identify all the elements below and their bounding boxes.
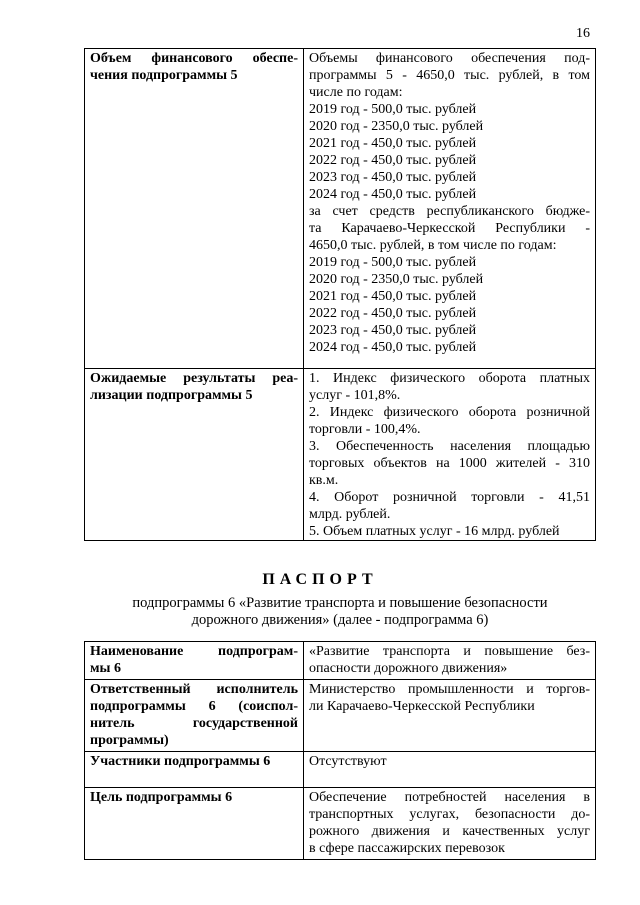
text-line: 3. Обеспеченность населения площадью: [309, 439, 590, 454]
table-row: [85, 788, 596, 860]
text-line: Отсутствуют: [309, 754, 387, 769]
text-line: услуг - 101,8%.: [309, 388, 401, 403]
row-value: [304, 49, 596, 369]
text-line: 2023 год - 450,0 тыс. рублей: [309, 170, 477, 185]
text-line: кв.м.: [309, 473, 339, 488]
table-row: [85, 49, 596, 369]
text-line: в сфере пассажирских перевозок: [309, 841, 505, 856]
text-line: нитель государственной: [90, 716, 298, 731]
text-line: 4650,0 тыс. рублей, в том числе по годам:: [309, 238, 557, 253]
text-line: 2021 год - 450,0 тыс. рублей: [309, 289, 477, 304]
text-line: 1. Индекс физического оборота платных: [309, 371, 590, 386]
text-line: торговых объектов на 1000 жителей - 310: [309, 456, 590, 471]
row-label: [85, 369, 304, 541]
row-value: [304, 680, 596, 752]
text-line: Ожидаемые результаты реа-: [90, 371, 298, 386]
passport-title: ПАСПОРТ: [262, 571, 378, 588]
text-line: числе по годам:: [309, 85, 403, 100]
text-line: 2019 год - 500,0 тыс. рублей: [309, 255, 477, 270]
text-line: 2023 год - 450,0 тыс. рублей: [309, 323, 477, 338]
passport-subtitle: [100, 595, 580, 629]
passport-table: [84, 641, 596, 860]
text-line: транспортных услугах, безопасности до-: [309, 807, 590, 822]
text-line: «Развитие транспорта и повышение без-: [309, 644, 590, 659]
text-line: Объемы финансового обеспечения под-: [309, 51, 590, 66]
table-row: [85, 369, 596, 541]
text-line: за счет средств республиканского бюдже-: [309, 204, 590, 219]
text-line: Объем финансового обеспе-: [90, 51, 298, 66]
text-line: 2022 год - 450,0 тыс. рублей: [309, 306, 477, 321]
row-value: [304, 752, 596, 788]
text-line: подпрограммы 6 (соиспол-: [90, 699, 298, 714]
subtitle-line: дорожного движения» (далее - подпрограмма 6): [191, 612, 489, 628]
page-number: 16: [576, 26, 590, 41]
row-label: [85, 642, 304, 680]
text-line: программы 5 - 4650,0 тыс. рублей, в том: [309, 68, 590, 83]
text-line: чения подпрограммы 5: [90, 68, 238, 83]
text-line: рожного движения и качественных услуг: [309, 824, 590, 839]
text-line: 2019 год - 500,0 тыс. рублей: [309, 102, 477, 117]
text-line: Ответственный исполнитель: [90, 682, 298, 697]
row-label: [85, 788, 304, 860]
text-line: Министерство промышленности и торгов-: [309, 682, 590, 697]
row-value: [304, 788, 596, 860]
table-row: [85, 642, 596, 680]
text-line: 2020 год - 2350,0 тыс. рублей: [309, 272, 484, 287]
text-line: 2021 год - 450,0 тыс. рублей: [309, 136, 477, 151]
text-line: мы 6: [90, 661, 121, 676]
text-line: Обеспечение потребностей населения в: [309, 790, 590, 805]
text-line: лизации подпрограммы 5: [90, 388, 253, 403]
text-line: программы): [90, 733, 169, 748]
table-row: [85, 752, 596, 788]
text-line: Наименование подпрограм-: [90, 644, 298, 659]
text-line: Участники подпрограммы 6: [90, 754, 271, 769]
text-line: 2020 год - 2350,0 тыс. рублей: [309, 119, 484, 134]
text-line: 4. Оборот розничной торговли - 41,51: [309, 490, 590, 505]
text-line: Цель подпрограммы 6: [90, 790, 233, 805]
text-line: 2024 год - 450,0 тыс. рублей: [309, 187, 477, 202]
text-line: опасности дорожного движения»: [309, 661, 508, 676]
table-row: [85, 680, 596, 752]
finance-table: [84, 48, 596, 541]
text-line: 5. Объем платных услуг - 16 млрд. рублей: [309, 524, 560, 539]
text-line: ли Карачаево-Черкесской Республики: [309, 699, 535, 714]
text-line: 2022 год - 450,0 тыс. рублей: [309, 153, 477, 168]
text-line: та Карачаево-Черкесской Республики -: [309, 221, 590, 236]
text-line: торговли - 100,4%.: [309, 422, 421, 437]
row-label: [85, 680, 304, 752]
row-value: [304, 369, 596, 541]
text-line: 2. Индекс физического оборота розничной: [309, 405, 590, 420]
row-value: [304, 642, 596, 680]
subtitle-line: подпрограммы 6 «Развитие транспорта и повышение безопасности: [132, 595, 548, 611]
text-line: 2024 год - 450,0 тыс. рублей: [309, 340, 477, 355]
row-label: [85, 49, 304, 369]
text-line: млрд. рублей.: [309, 507, 391, 522]
row-label: [85, 752, 304, 788]
